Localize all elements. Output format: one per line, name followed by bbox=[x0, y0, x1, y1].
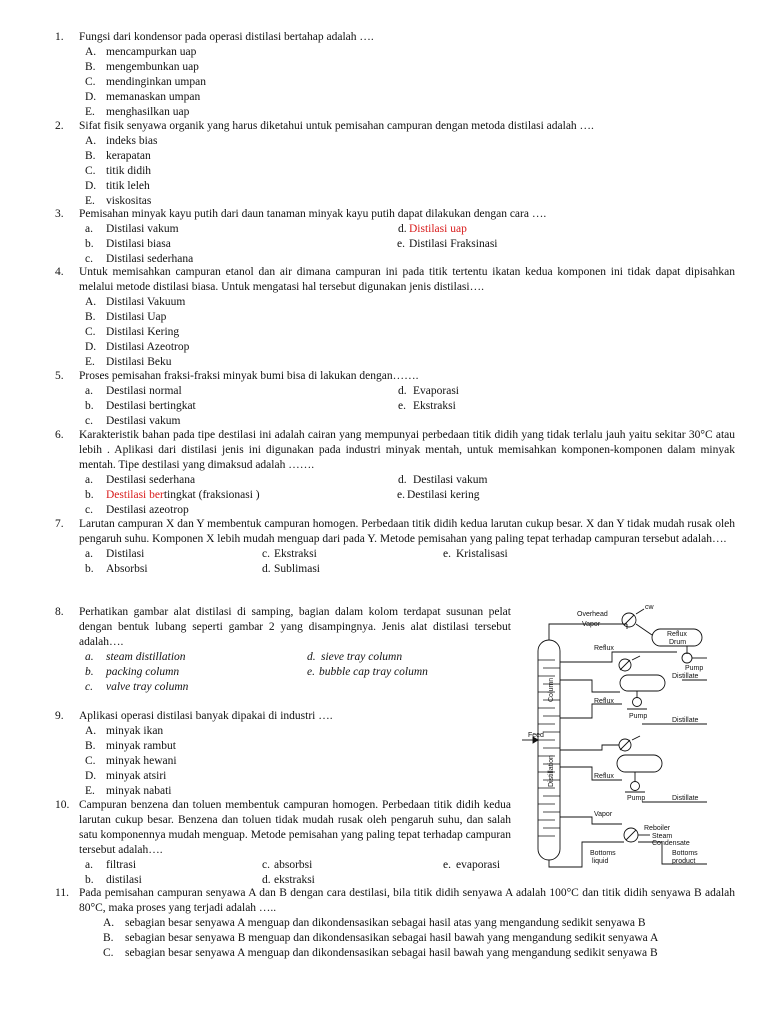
question-text: Pemisahan minyak kayu putih dari daun tanaman minyak kayu putih dapat dilakukan dengan cara …. bbox=[79, 208, 547, 220]
option-letter: D. bbox=[85, 180, 97, 192]
option-letter: C. bbox=[85, 326, 96, 338]
option-text: Distilasi bbox=[106, 548, 145, 560]
question-4 bbox=[55, 265, 735, 370]
option-text: sebagian besar senyawa A menguap dan dikondensasikan sebagai hasil atas yang mengandung sedikit senyawa B bbox=[125, 917, 646, 929]
question-10 bbox=[55, 798, 511, 888]
option-text: valve tray column bbox=[106, 681, 189, 693]
option-row bbox=[55, 384, 735, 399]
option-letter: a. bbox=[85, 859, 93, 871]
option-letter: d. bbox=[398, 474, 407, 486]
option-text: Distilasi Azeotrop bbox=[106, 341, 190, 353]
label-distillate: Distillate bbox=[672, 717, 699, 724]
option-letter: C. bbox=[85, 165, 96, 177]
option-row bbox=[55, 931, 735, 946]
option-text: Destilasi vakum bbox=[106, 415, 181, 427]
question-text: Sifat fisik senyawa organik yang harus diketahui untuk pemisahan campuran dengan metoda distilasi adalah …. bbox=[79, 120, 594, 132]
question-number: 7. bbox=[55, 518, 64, 530]
option-letter: E. bbox=[85, 356, 95, 368]
question-text: Aplikasi operasi distilasi banyak dipakai di industri …. bbox=[79, 710, 333, 722]
option-text: minyak ikan bbox=[106, 725, 164, 737]
option-letter: E. bbox=[85, 785, 95, 797]
option-letter: B. bbox=[85, 61, 96, 73]
option-text: Distilasi Kering bbox=[106, 326, 180, 338]
option-text: indeks bias bbox=[106, 135, 158, 147]
option-text: Destilasi azeotrop bbox=[106, 504, 189, 516]
option-text: absorbsi bbox=[274, 859, 313, 871]
option-letter: c. bbox=[85, 681, 93, 693]
question-number: 10. bbox=[55, 799, 70, 811]
reflux-line bbox=[560, 704, 622, 718]
option-text: minyak nabati bbox=[106, 785, 172, 797]
option-text: Distilasi sederhana bbox=[106, 253, 194, 265]
option-text: Distilasi vakum bbox=[106, 223, 179, 235]
option-letter: A. bbox=[85, 296, 97, 308]
reflux-drum bbox=[617, 755, 662, 772]
question-text: Larutan campuran X dan Y membentuk campuran homogen. Perbedaan titik didih kedua larutan cukup besar. X dan Y tidak mudah rusak oleh pengaruh suhu. Komponen X lebih mudah menguap dari pada Y. Metode pemisahan yang paling tepat terhadap campuran tersebut adalah…. bbox=[79, 518, 735, 545]
option-row bbox=[55, 916, 735, 931]
option-letter: e. bbox=[443, 859, 451, 871]
option-text: minyak hewani bbox=[106, 755, 177, 767]
option-text-highlight: Destilasi ber bbox=[106, 489, 164, 501]
option-letter: a. bbox=[85, 548, 93, 560]
question-2 bbox=[55, 119, 735, 209]
label-overhead: Overhead bbox=[577, 611, 608, 618]
option-letter: B. bbox=[85, 311, 96, 323]
option-text: sebagian besar senyawa B menguap dan dikondensasikan sebagai hasil bawah yang mengandung sedikit senyawa A bbox=[125, 932, 659, 944]
vapor-return-line bbox=[560, 817, 622, 824]
option-row bbox=[55, 134, 735, 149]
option-text: viskositas bbox=[106, 195, 152, 207]
option-letter: b. bbox=[85, 874, 94, 886]
question-number: 9. bbox=[55, 710, 64, 722]
option-row bbox=[55, 488, 735, 503]
option-text: Destilasi sederhana bbox=[106, 474, 196, 486]
option-row bbox=[55, 149, 735, 164]
reflux-drum bbox=[620, 675, 665, 691]
label-bottoms-product: product bbox=[672, 858, 696, 865]
option-letter: b. bbox=[85, 400, 94, 412]
option-letter: C. bbox=[85, 755, 96, 767]
option-letter: a. bbox=[85, 651, 94, 663]
reflux-line bbox=[560, 652, 677, 662]
option-text: Evaporasi bbox=[413, 385, 459, 397]
option-letter: c. bbox=[85, 253, 93, 265]
question-number: 3. bbox=[55, 208, 64, 220]
question-11 bbox=[55, 886, 735, 961]
option-row bbox=[55, 946, 735, 961]
option-text: mengembunkan uap bbox=[106, 61, 199, 73]
option-row bbox=[55, 90, 735, 105]
question-5 bbox=[55, 369, 735, 429]
label-column: Column bbox=[548, 677, 555, 702]
label-steam: Steam bbox=[652, 833, 673, 840]
option-text: Ekstraksi bbox=[274, 548, 317, 560]
option-text: Distilasi Fraksinasi bbox=[409, 238, 498, 250]
option-letter: A. bbox=[103, 917, 115, 929]
option-letter: B. bbox=[85, 150, 96, 162]
option-row bbox=[55, 680, 511, 695]
question-number: 1. bbox=[55, 31, 64, 43]
question-3 bbox=[55, 207, 735, 267]
option-text: minyak rambut bbox=[106, 740, 176, 752]
option-letter: E. bbox=[85, 195, 95, 207]
option-row bbox=[55, 164, 735, 179]
option-letter: D. bbox=[85, 770, 97, 782]
label-distillate: Distillate bbox=[672, 795, 699, 802]
label-bottoms-liquid: liquid bbox=[592, 858, 609, 865]
option-letter: C. bbox=[103, 947, 114, 959]
option-row bbox=[55, 769, 511, 784]
option-letter: a. bbox=[85, 385, 93, 397]
label-feed: Feed bbox=[528, 732, 544, 739]
option-letter: e. bbox=[397, 238, 405, 250]
option-row bbox=[55, 650, 511, 665]
option-text: sieve tray column bbox=[321, 651, 403, 663]
option-letter: b. bbox=[85, 489, 94, 501]
option-text: distilasi bbox=[106, 874, 142, 886]
option-text: bubble cap tray column bbox=[319, 666, 428, 678]
option-text: menghasilkan uap bbox=[106, 106, 190, 118]
option-text: steam distillation bbox=[106, 651, 186, 663]
option-text: Distilasi Beku bbox=[106, 356, 172, 368]
label-condensate: Condensate bbox=[652, 840, 690, 847]
option-text: Distilasi Vakuum bbox=[106, 296, 186, 308]
option-row bbox=[55, 355, 735, 370]
question-text: Karakteristik bahan pada tipe destilasi ini adalah cairan yang mempunyai perbedaan titik didih yang tidak terlalu jauh yaitu sekitar 30°C atau lebih . Aplikasi dari distilasi jenis ini digunakan pada industri minyak mentah, untuk memisahkan komponen-komponen dalam minyak mentah. Tipe destilasi yang dimaksud adalah ……. bbox=[79, 429, 735, 471]
question-number: 11. bbox=[55, 887, 69, 899]
option-text: Ekstraksi bbox=[413, 400, 456, 412]
option-text: mencampurkan uap bbox=[106, 46, 197, 58]
option-text: ekstraksi bbox=[274, 874, 315, 886]
option-text: Destilasi vakum bbox=[413, 474, 488, 486]
option-text: Distilasi biasa bbox=[106, 238, 171, 250]
label-reflux-drum-1: Reflux bbox=[667, 631, 687, 638]
question-text: Proses pemisahan fraksi-fraksi minyak bumi bisa di lakukan dengan……. bbox=[79, 370, 419, 382]
option-letter: D. bbox=[85, 341, 97, 353]
question-number: 2. bbox=[55, 120, 64, 132]
option-row bbox=[55, 237, 735, 252]
label-vapor-bottom: Vapor bbox=[594, 811, 613, 818]
option-row bbox=[55, 754, 511, 769]
pump-icon bbox=[682, 653, 692, 663]
question-number: 6. bbox=[55, 429, 64, 441]
option-text: Absorbsi bbox=[106, 563, 148, 575]
option-text: memanaskan umpan bbox=[106, 91, 201, 103]
pump-icon bbox=[633, 698, 642, 707]
option-row bbox=[55, 60, 735, 75]
option-row bbox=[55, 310, 735, 325]
option-text: minyak atsiri bbox=[106, 770, 167, 782]
option-text: Distilasi Uap bbox=[106, 311, 167, 323]
question-number: 5. bbox=[55, 370, 64, 382]
option-row bbox=[55, 295, 735, 310]
option-text: titik leleh bbox=[106, 180, 150, 192]
option-letter: A. bbox=[85, 135, 97, 147]
option-row bbox=[55, 562, 735, 577]
question-8 bbox=[55, 605, 511, 695]
option-letter: c. bbox=[85, 415, 93, 427]
option-row bbox=[55, 503, 735, 518]
option-row bbox=[55, 473, 735, 488]
label-distillate: Distillate bbox=[672, 673, 699, 680]
option-letter: d. bbox=[262, 874, 271, 886]
question-text: Fungsi dari kondensor pada operasi distilasi bertahap adalah …. bbox=[79, 31, 374, 43]
option-text: evaporasi bbox=[456, 859, 501, 871]
label-pump: Pump bbox=[627, 795, 646, 802]
option-row bbox=[55, 105, 735, 120]
option-row bbox=[55, 179, 735, 194]
option-text: packing column bbox=[106, 666, 180, 678]
question-text: Perhatikan gambar alat distilasi di samping, bagian dalam kolom terdapat susunan pelat dengan bentuk lubang seperti gambar 2 yang disampingnya. Jenis alat distilasi tersebut adalah…. bbox=[79, 606, 511, 648]
option-letter: b. bbox=[85, 238, 94, 250]
option-letter: b. bbox=[85, 563, 94, 575]
option-letter: D. bbox=[85, 91, 97, 103]
label-reflux: Reflux bbox=[594, 645, 614, 652]
option-row bbox=[55, 414, 735, 429]
question-7 bbox=[55, 517, 735, 577]
option-letter: d. bbox=[307, 651, 316, 663]
option-row bbox=[55, 724, 511, 739]
option-row bbox=[55, 547, 735, 562]
question-number: 8. bbox=[55, 606, 64, 618]
label-vapor-top: Vapor bbox=[582, 621, 601, 628]
option-letter: A. bbox=[85, 46, 97, 58]
option-row bbox=[55, 75, 735, 90]
option-text: Destilasi bertingkat (fraksionasi ) bbox=[106, 489, 260, 501]
option-letter: d. bbox=[262, 563, 271, 575]
option-row bbox=[55, 325, 735, 340]
option-row bbox=[55, 45, 735, 60]
option-row bbox=[55, 665, 511, 680]
question-text: Untuk memisahkan campuran etanol dan air dimana campuran ini pada titik tertentu ikatan kedua komponen ini tidak dapat dipisahkan melalui metode distilasi biasa. Untuk mengatasi hal tersebut digunakan jenis distilasi…. bbox=[79, 266, 735, 293]
option-letter: e. bbox=[398, 400, 406, 412]
question-9 bbox=[55, 709, 511, 799]
option-letter: C. bbox=[85, 76, 96, 88]
label-bottoms-liquid: Bottoms bbox=[590, 850, 616, 857]
question-6 bbox=[55, 428, 735, 518]
question-text: Pada pemisahan campuran senyawa A dan B dengan cara destilasi, bila titik didih senyawa A adalah 100°C dan titik didih senyawa B adalah 80°C, maka proses yang terjadi adalah ….. bbox=[79, 887, 735, 914]
option-text: Kristalisasi bbox=[456, 548, 508, 560]
option-letter: e. bbox=[443, 548, 451, 560]
option-letter: a. bbox=[85, 474, 93, 486]
option-letter: a. bbox=[85, 223, 93, 235]
option-letter: d. bbox=[398, 385, 407, 397]
option-letter: A. bbox=[85, 725, 97, 737]
option-letter: e. bbox=[307, 666, 315, 678]
option-row bbox=[55, 784, 511, 799]
label-reflux: Reflux bbox=[594, 773, 614, 780]
option-text: kerapatan bbox=[106, 150, 151, 162]
pump-icon bbox=[631, 782, 640, 791]
option-text: Destilasi bertingkat bbox=[106, 400, 196, 412]
option-text: mendinginkan umpan bbox=[106, 76, 206, 88]
label-pump: Pump bbox=[629, 713, 648, 720]
label-distillation: Distillation bbox=[548, 755, 555, 787]
option-letter: b. bbox=[85, 666, 94, 678]
distillation-column-diagram bbox=[522, 602, 714, 872]
label-cw: cw bbox=[645, 604, 654, 611]
question-1 bbox=[55, 30, 735, 120]
option-letter: B. bbox=[103, 932, 114, 944]
option-text: sebagian besar senyawa A menguap dan dikondensasikan sebagai hasil bawah yang mengandung sedikit senyawa B bbox=[125, 947, 658, 959]
option-letter: c. bbox=[85, 504, 93, 516]
option-text: Destilasi kering bbox=[407, 489, 480, 501]
option-text: Distilasi uap bbox=[409, 223, 467, 235]
column-shell bbox=[538, 640, 560, 860]
label-reflux-drum-2: Drum bbox=[669, 639, 687, 646]
option-row bbox=[55, 340, 735, 355]
option-letter: d. bbox=[398, 223, 407, 235]
label-bottoms-product: Bottoms bbox=[672, 850, 698, 857]
option-letter: c. bbox=[262, 859, 270, 871]
option-text: filtrasi bbox=[106, 859, 137, 871]
option-letter: B. bbox=[85, 740, 96, 752]
label-pump: Pump bbox=[685, 665, 704, 672]
option-row bbox=[55, 222, 735, 237]
question-number: 4. bbox=[55, 266, 64, 278]
option-letter: E. bbox=[85, 106, 95, 118]
label-reboiler: Reboiler bbox=[644, 825, 671, 832]
label-reflux: Reflux bbox=[594, 698, 614, 705]
option-text: titik didih bbox=[106, 165, 152, 177]
option-letter: c. bbox=[262, 548, 270, 560]
option-text: Sublimasi bbox=[274, 563, 321, 575]
option-row bbox=[55, 858, 511, 873]
option-row bbox=[55, 399, 735, 414]
option-row bbox=[55, 739, 511, 754]
option-letter: e. bbox=[397, 489, 405, 501]
option-text: Destilasi normal bbox=[106, 385, 182, 397]
question-text: Campuran benzena dan toluen membentuk campuran homogen. Perbedaan titik didih kedua larutan cukup besar. Benzena dan toluen tidak mudah rusak oleh pengaruh suhu, dan salah satu komponennya mudah menguap. Metode pemisahan yang paling tepat terhadap campuran tersebut adalah…. bbox=[79, 799, 511, 856]
